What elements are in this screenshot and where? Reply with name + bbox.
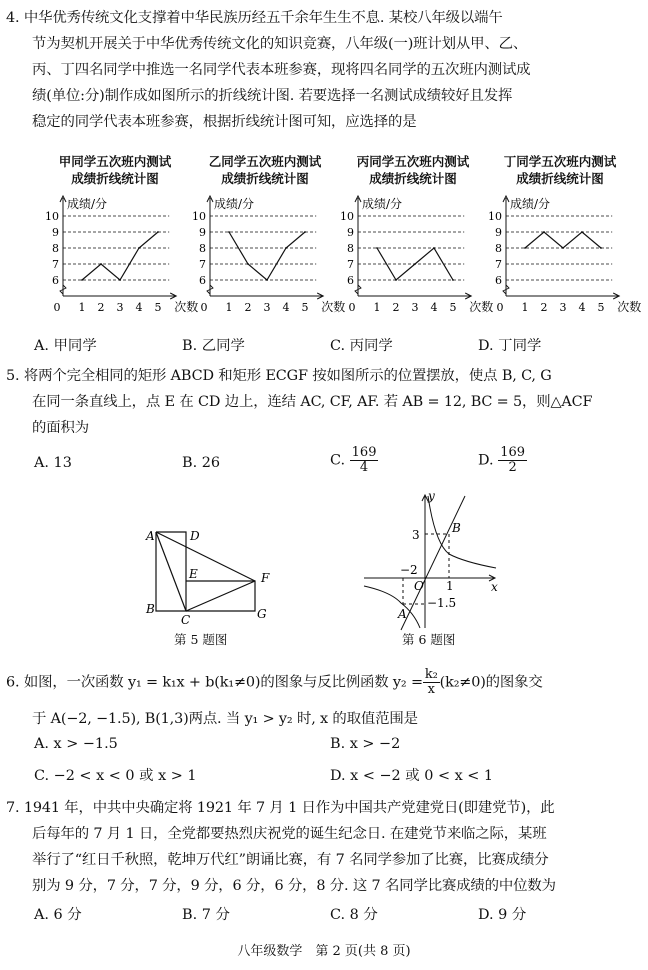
- q7-option-a: A. 6 分: [34, 907, 82, 923]
- q6-option-c: C. −2 < x < 0 或 x > 1: [34, 768, 197, 784]
- x-tick-label: 4: [135, 301, 143, 314]
- label-e: E: [189, 567, 198, 581]
- segment-cf: [186, 581, 255, 611]
- x-tick-label: 2: [540, 301, 548, 314]
- x-tick-label: 4: [578, 301, 586, 314]
- q4-line: 节为契机开展关于中华优秀传统文化的知识竞赛，八年级(一)班计划从甲、乙、: [32, 36, 528, 52]
- label-b: B: [146, 602, 155, 616]
- x-tick-label: 0: [200, 301, 208, 314]
- y-tick-label: 9: [347, 226, 354, 239]
- data-point: [414, 263, 416, 265]
- q5-option-c: C. $\frac{169}{4}$: [330, 445, 377, 475]
- chart-title-yi: 乙同学五次班内测试 成绩折线统计图: [208, 154, 322, 186]
- segment-ac: [156, 532, 186, 611]
- q6-option-b: B. x > −2: [330, 736, 401, 752]
- q5-line: 的面积为: [32, 420, 89, 436]
- y-tick-label: 6: [52, 274, 59, 287]
- label-g: G: [257, 607, 267, 621]
- chart-title-bing: 丙同学五次班内测试 成绩折线统计图: [356, 154, 470, 186]
- label-one: 1: [446, 579, 454, 593]
- x-tick-label: 0: [53, 301, 61, 314]
- label-x: x: [491, 580, 498, 594]
- x-tick-label: 3: [411, 301, 419, 314]
- x-tick-label: 2: [97, 301, 105, 314]
- figure-5: [140, 522, 280, 627]
- series-line: [525, 232, 601, 248]
- y-tick-label: 8: [52, 242, 59, 255]
- x-tick-label: 2: [244, 301, 252, 314]
- data-point: [433, 247, 435, 249]
- segment-af: [156, 532, 255, 581]
- q6-line: [6, 668, 543, 697]
- y-tick-label: 8: [495, 242, 502, 255]
- y-tick-label: 7: [347, 258, 354, 271]
- label-a: A: [146, 529, 155, 543]
- data-point: [138, 247, 140, 249]
- q5-option-d: D. $\frac{169}{2}$: [478, 445, 526, 475]
- q4-line: 绩(单位:分)制作成如图所示的折线统计图. 若要选择一名测试成绩较好且发挥: [32, 88, 513, 104]
- data-point: [543, 231, 545, 233]
- y-tick-label: 9: [199, 226, 206, 239]
- data-point: [581, 231, 583, 233]
- q4-line: 丙、丁四名同学中推选一名同学代表本班参赛，现将四名同学的五次班内测试成: [32, 62, 531, 78]
- x-tick-label: 5: [301, 301, 309, 314]
- data-point: [562, 247, 564, 249]
- data-point: [452, 279, 454, 281]
- q4-line: 稳定的同学代表本班参赛，根据折线统计图可知，应选择的是: [32, 114, 417, 130]
- x-tick-label: 5: [597, 301, 605, 314]
- y-axis-label: 成绩/分: [214, 197, 255, 211]
- chart-title-ding: 丁同学五次班内测试 成绩折线统计图: [503, 154, 617, 186]
- y-tick-label: 10: [192, 210, 206, 223]
- x-tick-label: 5: [154, 301, 162, 314]
- y-tick-label: 8: [199, 242, 206, 255]
- data-point: [119, 279, 121, 281]
- data-point: [81, 279, 83, 281]
- y-axis-label: 成绩/分: [510, 197, 551, 211]
- q5-option-b: B. 26: [182, 455, 221, 471]
- q4-option-a: A. 甲同学: [34, 338, 97, 354]
- y-tick-label: 8: [347, 242, 354, 255]
- x-tick-label: 1: [521, 301, 529, 314]
- figure-5-caption: 第 5 题图: [174, 632, 228, 647]
- y-axis-label: 成绩/分: [362, 197, 403, 211]
- label-neg2: −2: [400, 563, 418, 577]
- x-tick-label: 1: [78, 301, 86, 314]
- line-chart-yi: [182, 190, 346, 318]
- y-tick-label: 7: [199, 258, 206, 271]
- q6-line-end: (k₂≠0)的图象交: [439, 674, 543, 691]
- page-footer: 八年级数学 第 2 页(共 8 页): [237, 944, 411, 959]
- y-tick-label: 9: [52, 226, 59, 239]
- x-axis-label: 次数: [174, 300, 199, 314]
- q6-option-d: D. x < −2 或 0 < x < 1: [330, 768, 494, 784]
- x-tick-label: 3: [263, 301, 271, 314]
- q7-option-b: B. 7 分: [182, 907, 230, 923]
- x-tick-label: 0: [348, 301, 356, 314]
- x-axis-label: 次数: [321, 300, 346, 314]
- line-chart-bing: [330, 190, 494, 318]
- y-axis-label: 成绩/分: [67, 197, 108, 211]
- q6-line-start: 6. 如图，一次函数 y₁ = k₁x + b(k₁≠0)的图象与反比例函数 y₂ =: [6, 674, 423, 691]
- y-tick-label: 6: [495, 274, 502, 287]
- q4-option-b: B. 乙同学: [182, 338, 245, 354]
- x-tick-label: 4: [430, 301, 438, 314]
- x-axis-label: 次数: [617, 300, 642, 314]
- x-tick-label: 3: [116, 301, 124, 314]
- data-point: [266, 279, 268, 281]
- q4-line: 4. 中华优秀传统文化支撑着中华民族历经五千余年生生不息. 某校八年级以端午: [6, 10, 503, 26]
- label-c: C: [181, 613, 191, 627]
- q7-line: 后每年的 7 月 1 日，全党都要热烈庆祝党的诞生纪念日. 在建党节来临之际，某班: [32, 826, 547, 842]
- x-tick-label: 2: [392, 301, 400, 314]
- data-point: [228, 231, 230, 233]
- series-line: [229, 232, 305, 280]
- y-tick-label: 9: [495, 226, 502, 239]
- data-point: [285, 247, 287, 249]
- q6-option-a: A. x > −1.5: [34, 736, 118, 752]
- y-tick-label: 6: [347, 274, 354, 287]
- data-point: [524, 247, 526, 249]
- data-point: [376, 247, 378, 249]
- x-tick-label: 1: [373, 301, 381, 314]
- x-axis-label: 次数: [469, 300, 494, 314]
- q4-option-c: C. 丙同学: [330, 338, 393, 354]
- q7-line: 别为 9 分，7 分，7 分，9 分，6 分，6 分，8 分. 这 7 名同学比赛成绩的中位数为: [32, 878, 556, 894]
- data-point: [395, 279, 397, 281]
- line-chart-ding: [478, 190, 642, 318]
- label-neg15: −1.5: [427, 596, 457, 610]
- q5-line: 5. 将两个完全相同的矩形 ABCD 和矩形 ECGF 按如图所示的位置摆放，使点 B, C, G: [6, 368, 552, 384]
- chart-title-jia: 甲同学五次班内测试 成绩折线统计图: [58, 154, 172, 186]
- x-tick-label: 5: [449, 301, 457, 314]
- data-point: [600, 247, 602, 249]
- label-o: O: [414, 579, 424, 593]
- hyperbola-q1: [428, 496, 496, 568]
- x-tick-label: 3: [559, 301, 567, 314]
- data-point: [100, 263, 102, 265]
- label-three: 3: [412, 528, 420, 542]
- label-d: D: [190, 529, 200, 543]
- figure-6: [360, 488, 505, 633]
- label-y: y: [428, 489, 435, 503]
- q4-option-d: D. 丁同学: [478, 338, 542, 354]
- y-tick-label: 7: [495, 258, 502, 271]
- y-tick-label: 10: [488, 210, 502, 223]
- label-point-b: B: [452, 521, 461, 535]
- q7-line: 举行了“红日千秋照，乾坤万代红”朗诵比赛，有 7 名同学参加了比赛，比赛成绩分: [32, 852, 549, 868]
- x-tick-label: 1: [225, 301, 233, 314]
- q7-line: 7. 1941 年，中共中央确定将 1921 年 7 月 1 日作为中国共产党建党日(即建党节)，此: [6, 800, 555, 816]
- label-f: F: [261, 571, 270, 585]
- q5-line: 在同一条直线上，点 E 在 CD 边上，连结 AC, CF, AF. 若 AB = 12, BC = 5，则△ACF: [32, 394, 593, 410]
- y-tick-label: 7: [52, 258, 59, 271]
- q7-option-c: C. 8 分: [330, 907, 378, 923]
- q7-option-d: D. 9 分: [478, 907, 527, 923]
- x-tick-label: 4: [282, 301, 290, 314]
- y-tick-label: 6: [199, 274, 206, 287]
- y-tick-label: 10: [340, 210, 354, 223]
- data-point: [247, 263, 249, 265]
- y-tick-label: 10: [45, 210, 59, 223]
- figure-6-caption: 第 6 题图: [402, 632, 456, 647]
- q6-fraction: $\frac{\text{k₂}}{x}$: [424, 667, 438, 697]
- series-line: [82, 232, 158, 280]
- line-chart-jia: [35, 190, 199, 318]
- data-point: [304, 231, 306, 233]
- q6-line: 于 A(−2, −1.5), B(1,3)两点. 当 y₁ > y₂ 时, x 的取值范围是: [32, 711, 418, 727]
- data-point: [157, 231, 159, 233]
- label-point-a: A: [398, 607, 407, 621]
- q5-option-a: A. 13: [34, 455, 72, 471]
- x-tick-label: 0: [496, 301, 504, 314]
